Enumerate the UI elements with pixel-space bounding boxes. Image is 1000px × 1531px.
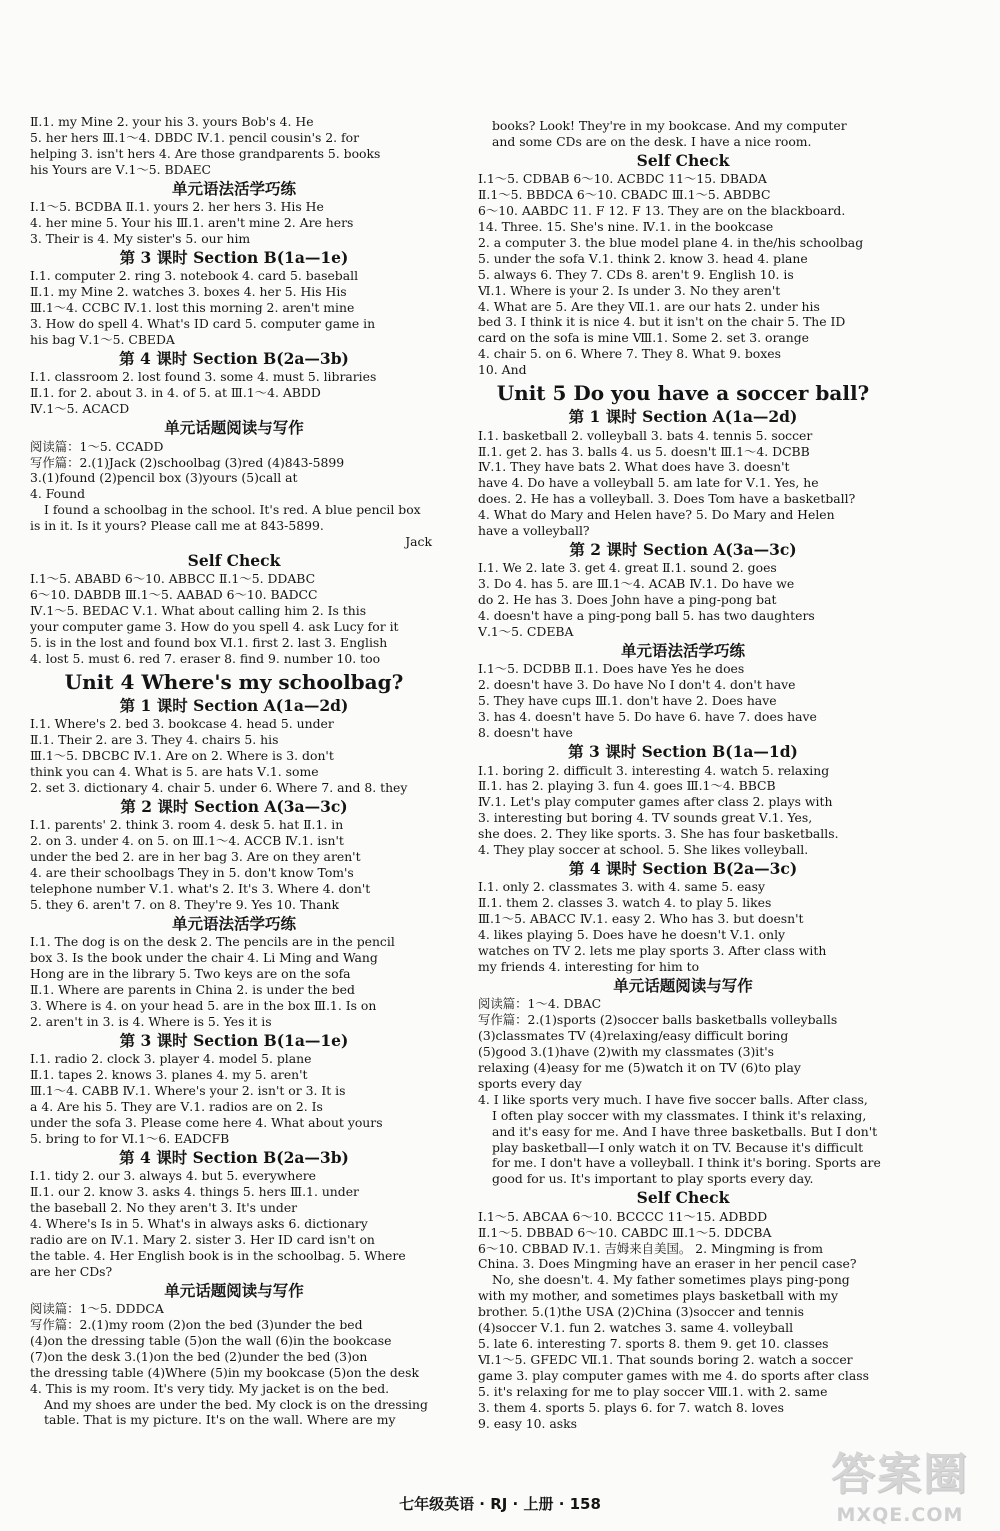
answer-line: Ⅱ.1. for 2. about 3. in 4. of 5. at Ⅲ.1～4. ABDD [30,385,321,401]
answer-line: 2. on 3. under 4. on 5. on Ⅲ.1～4. ACCB Ⅳ.1. isn't [30,833,344,849]
answer-line: 4. What are 5. Are they Ⅶ.1. are our hats 2. under his [478,298,820,314]
answer-line: Ⅱ.1. Their 2. are 3. They 4. chairs 5. his [30,732,279,748]
answer-line: good for us. It's important to play sports every day. [492,1171,814,1187]
answer-line: Ⅱ.1. has 2. playing 3. fun 4. goes Ⅲ.1～4. BBCB [478,778,776,794]
answer-line: 6～10. DABDB Ⅲ.1～5. AABAD 6～10. BADCC [30,587,318,603]
answer-line: do 2. He has 3. Does John have a ping-pong bat [478,592,777,608]
section-heading: 单元语法活学巧练 [171,178,296,198]
answer-line: a 4. Are his 5. They are Ⅴ.1. radios are on 2. Is [30,1099,323,1114]
answer-line: Ⅰ.1. parents' 2. think 3. room 4. desk 5. hat Ⅱ.1. in [30,817,344,833]
answer-line: Ⅰ.1. We 2. late 3. get 4. great Ⅱ.1. sound 2. goes [478,560,777,576]
answer-line: under the sofa 3. Please come here 4. What about yours [30,1114,383,1130]
answer-line: 6～10. CBBAD Ⅳ.1. 吉姆来自美国。 2. Mingming is from [478,1240,824,1256]
answer-line: 2. set 3. dictionary 4. chair 5. under 6. Where 7. and 8. they [30,780,408,795]
answer-line: are her CDs? [30,1263,113,1279]
section-heading: 第 4 课时 Section B(2a—3b) [119,1147,349,1167]
section-heading: 单元话题阅读与写作 [613,975,753,995]
answer-line: Ⅵ.1～5. GFEDC Ⅶ.1. That sounds boring 2. watch a soccer [478,1351,853,1367]
answer-line: 5. is in the lost and found box Ⅵ.1. first 2. last 3. English [30,635,388,651]
answer-line: 10. And [478,362,527,378]
left-column [30,114,438,1428]
answer-line: 阅读篇：1～4. DBAC [478,996,602,1012]
answer-line: telephone number Ⅴ.1. what's 2. It's 3. Where 4. don't [30,881,371,897]
answer-line: Ⅰ.1. tidy 2. our 3. always 4. but 5. everywhere [30,1168,316,1184]
answer-line: card on the sofa is mine Ⅷ.1. Some 2. set 3. orange [478,330,810,346]
answer-line: Ⅵ.1. Where is your 2. Is under 3. No they aren't [478,282,781,298]
answer-line: 5. late 6. interesting 7. sports 8. them 9. get 10. classes [478,1336,829,1351]
answer-line: (4)soccer Ⅴ.1. fun 2. watches 3. same 4. volleyball [478,1320,794,1336]
answer-line: 3. interesting but boring 4. TV sounds great Ⅴ.1. Yes, [478,810,813,826]
answer-line: 9. easy 10. asks [478,1415,578,1431]
answer-line: Ⅰ.1. The dog is on the desk 2. The pencils are in the pencil [30,934,395,950]
answer-line: Ⅰ.1～5. BCDBA Ⅱ.1. yours 2. her hers 3. His He [30,199,324,215]
section-heading: 第 2 课时 Section A(3a—3c) [569,539,797,559]
section-heading: 单元话题阅读与写作 [164,1280,304,1300]
answer-line: is in it. Is it yours? Please call me at 843-5899. [30,518,324,534]
answer-line: Ⅱ.1～5. BBDCA 6～10. CBADC Ⅲ.1～5. ABDBC [478,187,771,203]
watermark-logo: 答案圈 [831,1449,969,1500]
section-heading: 第 1 课时 Section A(1a—2d) [568,407,798,427]
answer-line: Ⅳ.1. Let's play computer games after class 2. plays with [478,794,833,810]
answer-line: Ⅳ.1～5. ACACD [30,401,130,417]
answer-line: Ⅲ.1～5. DBCBC Ⅳ.1. Are on 2. Where is 3. don't [30,748,334,764]
section-heading: 第 3 课时 Section B(1a—1d) [568,742,798,761]
answer-line: 写作篇：2.(1)Jack (2)schoolbag (3)red (4)843-5899 [30,454,345,470]
answer-line: watches on TV 2. lets me play sports 3. After class with [478,943,827,959]
answer-line: 4. Where's Is in 5. What's in always asks 6. dictionary [30,1215,368,1231]
answer-line: the table. 4. Her English book is in the schoolbag. 5. Where [30,1247,406,1263]
section-heading: 第 4 课时 Section B(2a—3c) [568,858,798,878]
signature-line: Jack [405,534,432,550]
section-heading: 单元语法活学巧练 [171,913,296,933]
answer-line: And my shoes are under the bed. My clock is on the dressing [44,1396,428,1412]
answer-line: Ⅲ.1～5. ABACC Ⅳ.1. easy 2. Who has 3. but doesn't [478,911,804,927]
unit-title: Unit 4 Where's my schoolbag? [64,669,404,694]
answer-line: 3. How do spell 4. What's ID card 5. computer game in [30,316,376,332]
answer-line: 4. doesn't have a ping-pong ball 5. has two daughters [478,608,815,624]
answer-line: 3. has 4. doesn't have 5. Do have 6. have 7. does have [478,709,817,725]
answer-line: Ⅰ.1～5. DCDBB Ⅱ.1. Does have Yes he does [478,661,745,677]
watermark-url: MXQE.COM [836,1504,964,1526]
answer-line: (5)good 3.(1)have (2)with my classmates (3)it's [478,1044,775,1060]
answer-line: Ⅰ.1. computer 2. ring 3. notebook 4. card 5. baseball [30,268,359,284]
answer-line: and it's easy for me. And I have three basketballs. But I don't [492,1123,878,1139]
section-heading: Self Check [187,550,281,570]
answer-line: Ⅱ.1. them 2. classes 3. watch 4. to play 5. likes [478,895,772,911]
answer-line: have a volleyball? [478,523,590,539]
unit-title: Unit 5 Do you have a soccer ball? [496,381,870,406]
answer-line: 3. Where is 4. on your head 5. are in the box Ⅲ.1. Is on [30,997,377,1013]
answer-line: 2. a computer 3. the blue model plane 4. in the/his schoolbag [478,234,864,250]
answer-line: No, she doesn't. 4. My father sometimes plays ping-pong [492,1272,850,1288]
section-heading: 单元话题阅读与写作 [164,418,304,438]
answer-line: Ⅲ.1～4. CABB Ⅳ.1. Where's your 2. isn't or 3. It is [30,1083,346,1099]
answer-line: for me. I don't have a volleyball. I think it's boring. Sports are [492,1155,881,1171]
answer-line: 阅读篇：1～5. CCADD [30,438,164,454]
answer-line: your computer game 3. How do you spell 4. ask Lucy for it [30,619,399,635]
answer-line: 4. lost 5. must 6. red 7. eraser 8. find 9. number 10. too [30,650,381,666]
answer-line: 8. doesn't have [478,725,573,741]
section-heading: Self Check [636,150,730,170]
answer-line: Ⅱ.1. tapes 2. knows 3. planes 4. my 5. aren't [30,1067,308,1083]
answer-line: Ⅰ.1. basketball 2. volleyball 3. bats 4. tennis 5. soccer [478,427,813,443]
section-heading: 第 4 课时 Section B(2a—3b) [119,348,349,368]
answer-line: Ⅰ.1. radio 2. clock 3. player 4. model 5. plane [30,1051,312,1067]
answer-line: 4. chair 5. on 6. Where 7. They 8. What 9. boxes [478,346,781,362]
answer-line: radio are on Ⅳ.1. Mary 2. sister 3. Her ID card isn't on [30,1231,375,1247]
answer-line: Ⅱ.1. my Mine 2. your his 3. yours Bob's 4. He [30,114,314,129]
answer-line: 4. They play soccer at school. 5. She likes volleyball. [478,842,809,858]
answer-line: 4. are their schoolbags They in 5. don't know Tom's [30,865,354,881]
answer-line: Ⅱ.1. Where are parents in China 2. is under the bed [30,982,355,998]
answer-line: have 4. Do have a volleyball 5. am late for Ⅴ.1. Yes, he [478,475,819,491]
answer-line: Ⅲ.1～4. CCBC Ⅳ.1. lost this morning 2. aren't mine [30,300,355,316]
answer-line: 3.(1)found (2)pencil box (3)yours (5)call at [30,470,298,486]
answer-line: my friends 4. interesting for him to [478,958,700,974]
answer-line: 3. Their is 4. My sister's 5. our him [30,230,251,246]
answer-line: Ⅰ.1. Where's 2. bed 3. bookcase 4. head 5. under [30,716,334,732]
answer-line: Hong are in the library 5. Two keys are on the sofa [30,966,351,982]
answer-line: play basketball—I only watch it on TV. Because it's difficult [492,1139,864,1155]
answer-line: sports every day [478,1075,582,1091]
section-heading: 单元语法活学巧练 [620,640,745,660]
answer-line: 5. They have cups Ⅲ.1. don't have 2. Does have [478,693,777,709]
answer-line: Ⅱ.1. my Mine 2. watches 3. boxes 4. her 5. His His [30,284,347,300]
answer-line: Ⅰ.1～5. CDBAB 6～10. ACBDC 11～15. DBADA [478,171,767,187]
answer-line: Ⅰ.1. only 2. classmates 3. with 4. same 5. easy [478,879,766,895]
answer-line: she does. 2. They like sports. 3. She has four basketballs. [478,826,839,842]
answer-line: Ⅳ.1. They have bats 2. What does have 3. doesn't [478,459,790,475]
answer-line: Ⅱ.1. get 2. has 3. balls 4. us 5. doesn't Ⅲ.1～4. DCBB [478,443,810,459]
section-heading: Self Check [636,1188,730,1208]
answer-line: 2. doesn't have 3. Do have No I don't 4. don't have [478,677,796,693]
answer-line: 5. under the sofa Ⅴ.1. think 2. know 3. head 4. plane [478,250,808,266]
answer-line: helping 3. isn't hers 4. Are those grandparents 5. books [30,145,381,161]
answer-line: (4)on the dressing table (5)on the wall (6)in the bookcase [30,1332,392,1348]
answer-line: 4. This is my room. It's very tidy. My jacket is on the bed. [30,1380,390,1396]
answer-line: 4. What do Mary and Helen have? 5. Do Mary and Helen [478,507,835,523]
answer-line: 5. bring to for Ⅵ.1～6. EADCFB [30,1130,230,1146]
answer-line: Ⅰ.1～5. ABABD 6～10. ABBCC Ⅱ.1～5. DDABC [30,571,316,587]
answer-line: brother. 5.(1)the USA (2)China (3)soccer and tennis [478,1304,805,1320]
answer-line: and some CDs are on the desk. I have a nice room. [492,133,812,149]
answer-line: relaxing (4)easy for me (5)watch it on TV (6)to play [478,1060,801,1075]
answer-line: I often play soccer with my classmates. I think it's relaxing, [492,1107,867,1123]
answer-line: his bag Ⅴ.1～5. CBEDA [30,331,175,347]
answer-line: 4. I like sports very much. I have five soccer balls. After class, [478,1091,868,1107]
page-footer: 七年级英语 · RJ · 上册 · 158 [399,1495,601,1513]
answer-line: table. That is my picture. It's on the wall. Where are my [44,1412,396,1428]
answer-line: I found a schoolbag in the school. It's red. A blue pencil box [44,502,421,518]
answer-line: 5. her hers Ⅲ.1～4. DBDC Ⅳ.1. pencil cousin's 2. for [30,129,360,145]
answer-line: Ⅱ.1～5. DBBAD 6～10. CABDC Ⅲ.1～5. DDCBA [478,1224,772,1240]
answer-line: 2. aren't in 3. is 4. Where is 5. Yes it is [30,1013,272,1029]
section-heading: 第 2 课时 Section A(3a—3c) [120,796,348,816]
answer-line: 3. them 4. sports 5. plays 6. for 7. watch 8. loves [478,1399,784,1415]
answer-line: 4. her mine 5. Your his Ⅲ.1. aren't mine 2. Are hers [30,215,354,231]
answer-line: does. 2. He has a volleyball. 3. Does Tom have a basketball? [478,491,856,507]
section-heading: 第 1 课时 Section A(1a—2d) [119,695,349,715]
answer-line: 阅读篇：1～5. DDDCA [30,1301,164,1317]
answer-line: his Yours are Ⅴ.1～5. BDAEC [30,161,212,177]
answer-line: 4. Found [30,486,86,502]
right-column [478,118,888,1431]
answer-line: 写作篇：2.(1)my room (2)on the bed (3)under the bed [30,1316,363,1332]
answer-line: Ⅳ.1～5. BEDAC Ⅴ.1. What about calling him 2. Is this [30,603,367,619]
answer-line: the dressing table (4)Where (5)in my bookcase (5)on the desk [30,1364,420,1380]
section-heading: 第 3 课时 Section B(1a—1e) [119,247,349,267]
answer-line: (7)on the desk 3.(1)on the bed (2)under the bed (3)on [30,1348,368,1364]
answer-line: 写作篇：2.(1)sports (2)soccer balls basketballs volleyballs [478,1012,838,1028]
answer-line: books? Look! They're in my bookcase. And my computer [492,118,847,133]
answer-line: Ⅰ.1～5. ABCAA 6～10. BCCCC 11～15. ADBDD [478,1208,768,1224]
answer-line: 5. they 6. aren't 7. on 8. They're 9. Yes 10. Thank [30,896,340,912]
answer-line: China. 3. Does Mingming have an eraser in her pencil case? [478,1256,857,1272]
answer-line: under the bed 2. are in her bag 3. Are on they aren't [30,849,361,865]
answer-line: (3)classmates TV (4)relaxing/easy difficult boring [478,1028,789,1044]
answer-line: the baseball 2. No they aren't 3. It's under [30,1200,298,1216]
answer-line: 3. Do 4. has 5. are Ⅲ.1～4. ACAB Ⅳ.1. Do have we [478,576,795,592]
answer-line: 4. likes playing 5. Does have he doesn't Ⅴ.1. only [478,927,786,943]
answer-line: Ⅴ.1～5. CDEBA [478,624,574,640]
section-heading: 第 3 课时 Section B(1a—1e) [119,1030,349,1050]
answer-line: 14. Three. 15. She's nine. Ⅳ.1. in the bookcase [478,219,774,235]
answer-line: think you can 4. What is 5. are hats Ⅴ.1. some [30,764,319,780]
answer-line: 5. always 6. They 7. CDs 8. aren't 9. English 10. is [478,266,794,282]
answer-line: box 3. Is the book under the chair 4. Li Ming and Wang [30,950,378,966]
answer-line: Ⅰ.1. boring 2. difficult 3. interesting 4. watch 5. relaxing [478,762,830,778]
answer-line: 6～10. AABDC 11. F 12. F 13. They are on the blackboard. [478,203,846,219]
answer-line: bed 3. I think it is nice 4. but it isn't on the chair 5. The ID [478,314,846,330]
answer-line: Ⅰ.1. classroom 2. lost found 3. some 4. must 5. libraries [30,369,377,385]
answer-line: 5. it's relaxing for me to play soccer Ⅷ.1. with 2. same [478,1383,828,1399]
watermark [810,1446,990,1526]
answer-line: game 3. play computer games with me 4. do sports after class [478,1367,869,1383]
answer-line: with my mother, and sometimes plays basketball with my [478,1288,839,1304]
answer-line: Ⅱ.1. our 2. know 3. asks 4. things 5. hers Ⅲ.1. under [30,1184,359,1200]
